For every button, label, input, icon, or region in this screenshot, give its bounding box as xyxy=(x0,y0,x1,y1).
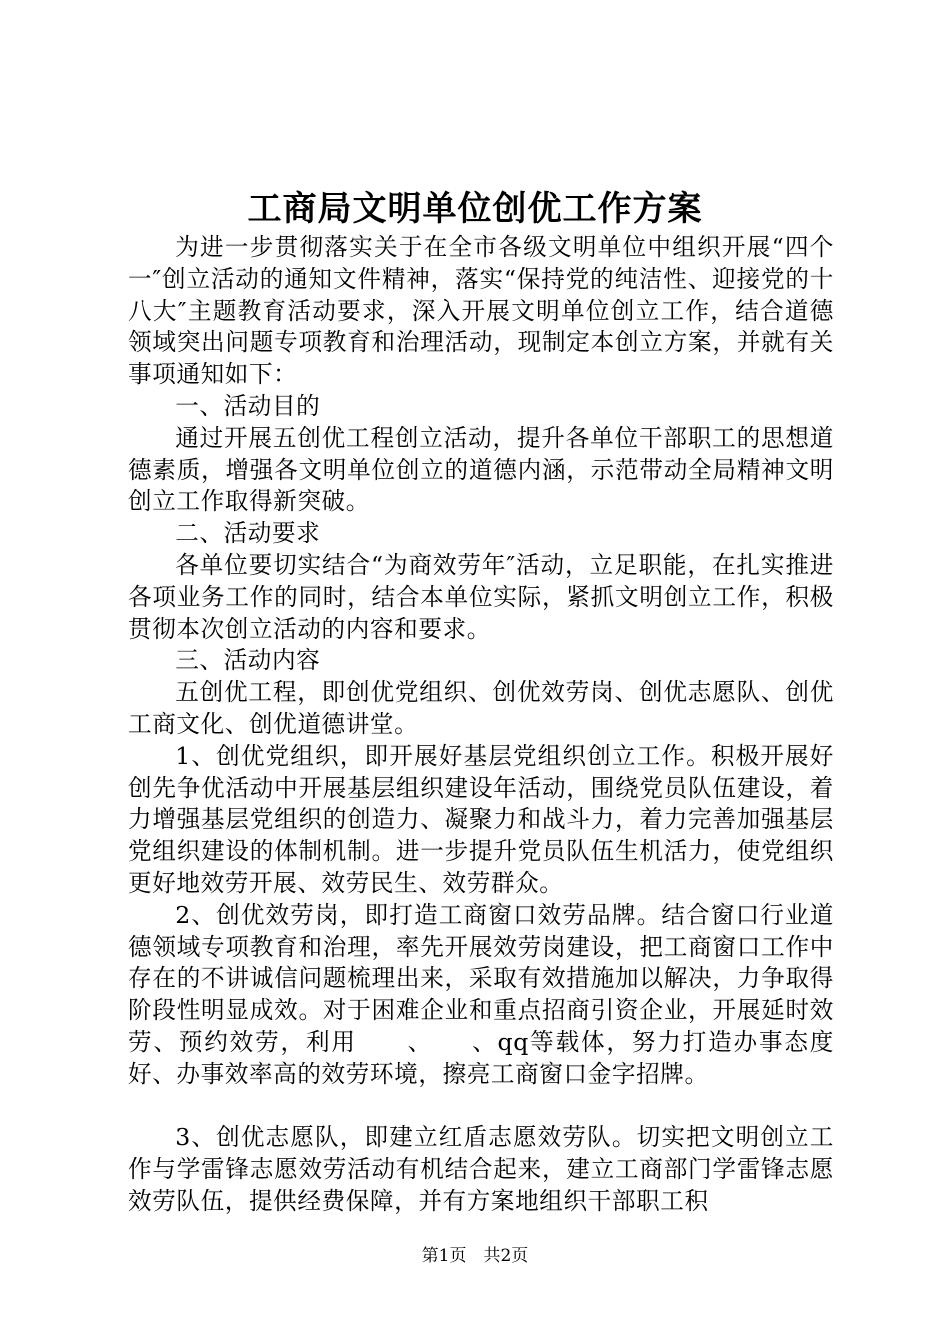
heading-requirements: 二、活动要求 xyxy=(175,519,321,548)
paragraph-intro: 为进一步贯彻落实关于在全市各级文明单位中组织开展“四个一″创立活动的通知文件精神，落实“保持党的纯洁性、迎接党的十八大″主题教育活动要求，深入开展文明单位创立工作，结合道德领域突出问题专项教育和治理活动，现制定本创立方案，并就有关事项通知如下： xyxy=(128,233,834,389)
heading-content: 三、活动内容 xyxy=(175,646,321,675)
paragraph-item-3: 3、创优志愿队，即建立红盾志愿效劳队。切实把文明创立工作与学雷锋志愿效劳活动有机结合起来，建立工商部门学雷锋志愿效劳队伍，提供经费保障，并有方案地组织干部职工积 xyxy=(128,1123,834,1215)
paragraph-purpose: 通过开展五创优工程创立活动，提升各单位干部职工的思想道德素质，增强各文明单位创立的道德内涵，示范带动全局精神文明创立工作取得新突破。 xyxy=(128,423,834,516)
document-title: 工商局文明单位创优工作方案 xyxy=(247,189,703,229)
page-footer: 第1页 共2页 xyxy=(421,1246,529,1266)
paragraph-content-overview: 五创优工程，即创优党组织、创优效劳岗、创优志愿队、创优工商文化、创优道德讲堂。 xyxy=(128,678,834,738)
heading-purpose: 一、活动目的 xyxy=(175,391,321,420)
document-body xyxy=(128,232,834,1218)
paragraph-requirements: 各单位要切实结合“为商效劳年″活动，立足职能，在扎实推进各项业务工作的同时，结合本单位实际，紧抓文明创立工作，积极贯彻本次创立活动的内容和要求。 xyxy=(128,550,834,643)
paragraph-item-2: 2、创优效劳岗，即打造工商窗口效劳品牌。结合窗口行业道德领域专项教育和治理，率先开展效劳岗建设，把工商窗口工作中存在的不讲诚信问题梳理出来，采取有效措施加以解决，力争取得阶段性明显成效。对于困难企业和重点招商引资企业，开展延时效劳、预约效劳，利用 、 、qq等载体，努力打造办事态度好、办事效率高的效劳环境，擦亮工商窗口金字招牌。 xyxy=(128,900,834,1088)
paragraph-item-1: 1、创优党组织，即开展好基层党组织创立工作。积极开展好创先争优活动中开展基层组织建设年活动，围绕党员队伍建设，着力增强基层党组织的创造力、凝聚力和战斗力，着力完善加强基层党组织建设的体制机制。进一步提升党员队伍生机活力，使党组织更好地效劳开展、效劳民生、效劳群众。 xyxy=(128,741,834,897)
